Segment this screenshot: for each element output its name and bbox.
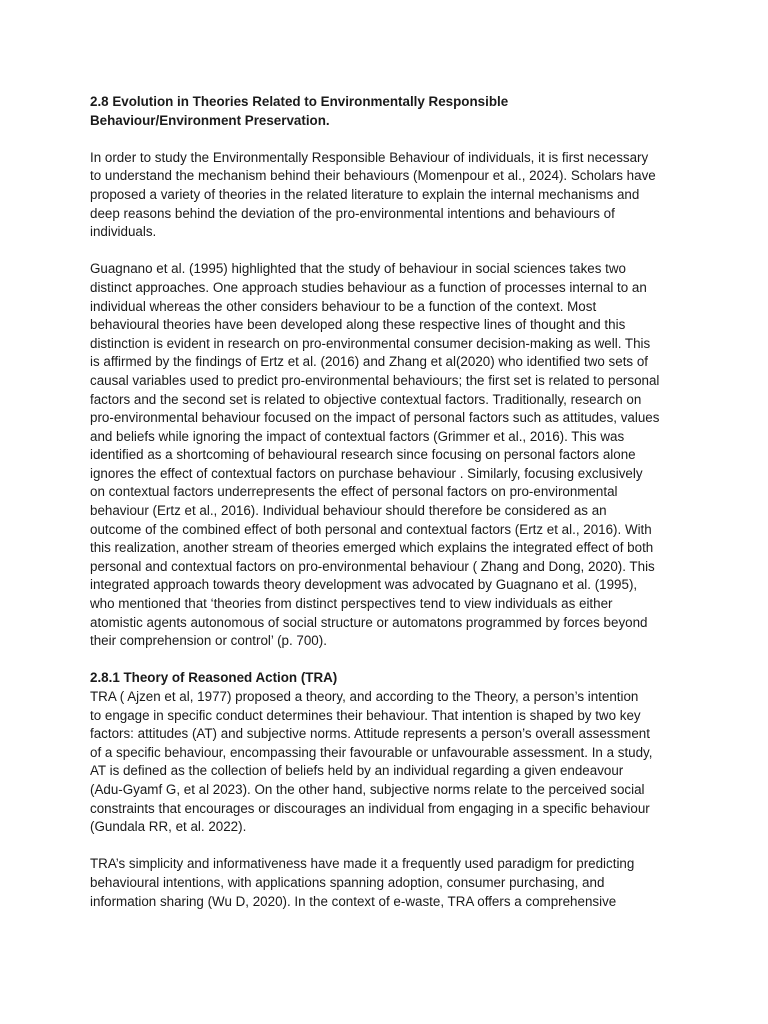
paragraph-tra-simplicity [90,855,690,911]
text-line: behavioural intentions, with applications spanning adoption, consumer purchasing, and [90,874,605,890]
text-line: behaviour (Ertz et al., 2016). Individual behaviour should therefore be considered as an [90,503,607,519]
text-line: to engage in specific conduct determines their behaviour. That intention is shaped by two key [90,707,641,723]
text-line: identified as a shortcoming of behavioural research since focusing on personal factors alone [90,447,636,463]
paragraph-tra [90,688,690,837]
text-line: In order to study the Environmentally Responsible Behaviour of individuals, it is first necessary [90,149,649,165]
text-line: integrated approach towards theory development was advocated by Guagnano et al. (1995), [90,577,638,593]
text-line: individuals. [90,224,157,240]
text-line: personal and contextual factors on pro-environmental behaviour ( Zhang and Dong, 2020). This [90,558,655,574]
text-line: causal variables used to predict pro-environmental behaviours; the first set is related to personal [90,372,660,388]
paragraph-intro [90,149,690,242]
text-line: outcome of the combined effect of both personal and contextual factors (Ertz et al., 2016). With [90,521,652,537]
section-title-line: Behaviour/Environment Preservation. [90,112,330,128]
text-line: deep reasons behind the deviation of the pro-environmental intentions and behaviours of [90,205,615,221]
text-line: proposed a variety of theories in the related literature to explain the internal mechanisms and [90,186,640,202]
text-line: TRA’s simplicity and informativeness have made it a frequently used paradigm for predicting [90,856,635,872]
text-line: AT is defined as the collection of beliefs held by an individual regarding a given endeavour [90,763,624,779]
text-line: constraints that encourages or discourages an individual from engaging in a specific behaviour [90,800,650,816]
text-line: pro-environmental behaviour focused on the impact of personal factors such as attitudes, values [90,410,660,426]
subsection-title: 2.8.1 Theory of Reasoned Action (TRA) [90,670,338,686]
text-line: TRA ( Ajzen et al, 1977) proposed a theory, and according to the Theory, a person’s intention [90,689,639,704]
text-line: distinction is evident in research on pro-environmental consumer decision-making as well. This [90,335,651,351]
text-line: atomistic agents autonomous of social structure or automatons programmed by forces beyond [90,614,648,630]
text-line: of a specific behaviour, encompassing their favourable or unfavourable assessment. In a study, [90,744,653,760]
text-line: and beliefs while ignoring the impact of contextual factors (Grimmer et al., 2016). This was [90,428,625,444]
text-line: to understand the mechanism behind their behaviours (Momenpour et al., 2024). Scholars have [90,168,656,184]
text-line: information sharing (Wu D, 2020). In the context of e-waste, TRA offers a comprehensive [90,893,617,909]
text-line: individual whereas the other considers behaviour to be a function of the context. Most [90,298,597,314]
text-line: this realization, another stream of theories emerged which explains the integrated effect of both [90,540,654,556]
section-title [90,93,690,130]
text-line: factors and the second set is related to objective contextual factors. Traditionally, research on [90,391,642,407]
text-line: is affirmed by the findings of Ertz et al. (2016) and Zhang et al(2020) who identified two sets of [90,354,649,370]
section-title-line: 2.8 Evolution in Theories Related to Environmentally Responsible [90,94,509,109]
text-line: on contextual factors underrepresents the effect of personal factors on pro-environmental [90,484,618,500]
text-line: factors: attitudes (AT) and subjective norms. Attitude represents a person’s overall assessment [90,726,650,742]
paragraph-guagnano [90,260,690,650]
text-line: who mentioned that ‘theories from distinct perspectives tend to view individuals as either [90,596,613,612]
text-line: behavioural theories have been developed along these respective lines of thought and this [90,317,626,333]
text-line: ignores the effect of contextual factors on purchase behaviour . Similarly, focusing exclusively [90,465,643,481]
document-page [90,93,690,930]
text-line: Guagnano et al. (1995) highlighted that the study of behaviour in social sciences takes two [90,261,626,277]
text-line: their comprehension or control’ (p. 700). [90,633,327,649]
text-line: (Gundala RR, et al. 2022). [90,819,247,835]
text-line: (Adu-Gyamf G, et al 2023). On the other hand, subjective norms relate to the perceived social [90,781,645,797]
text-line: distinct approaches. One approach studies behaviour as a function of processes internal to an [90,279,647,295]
